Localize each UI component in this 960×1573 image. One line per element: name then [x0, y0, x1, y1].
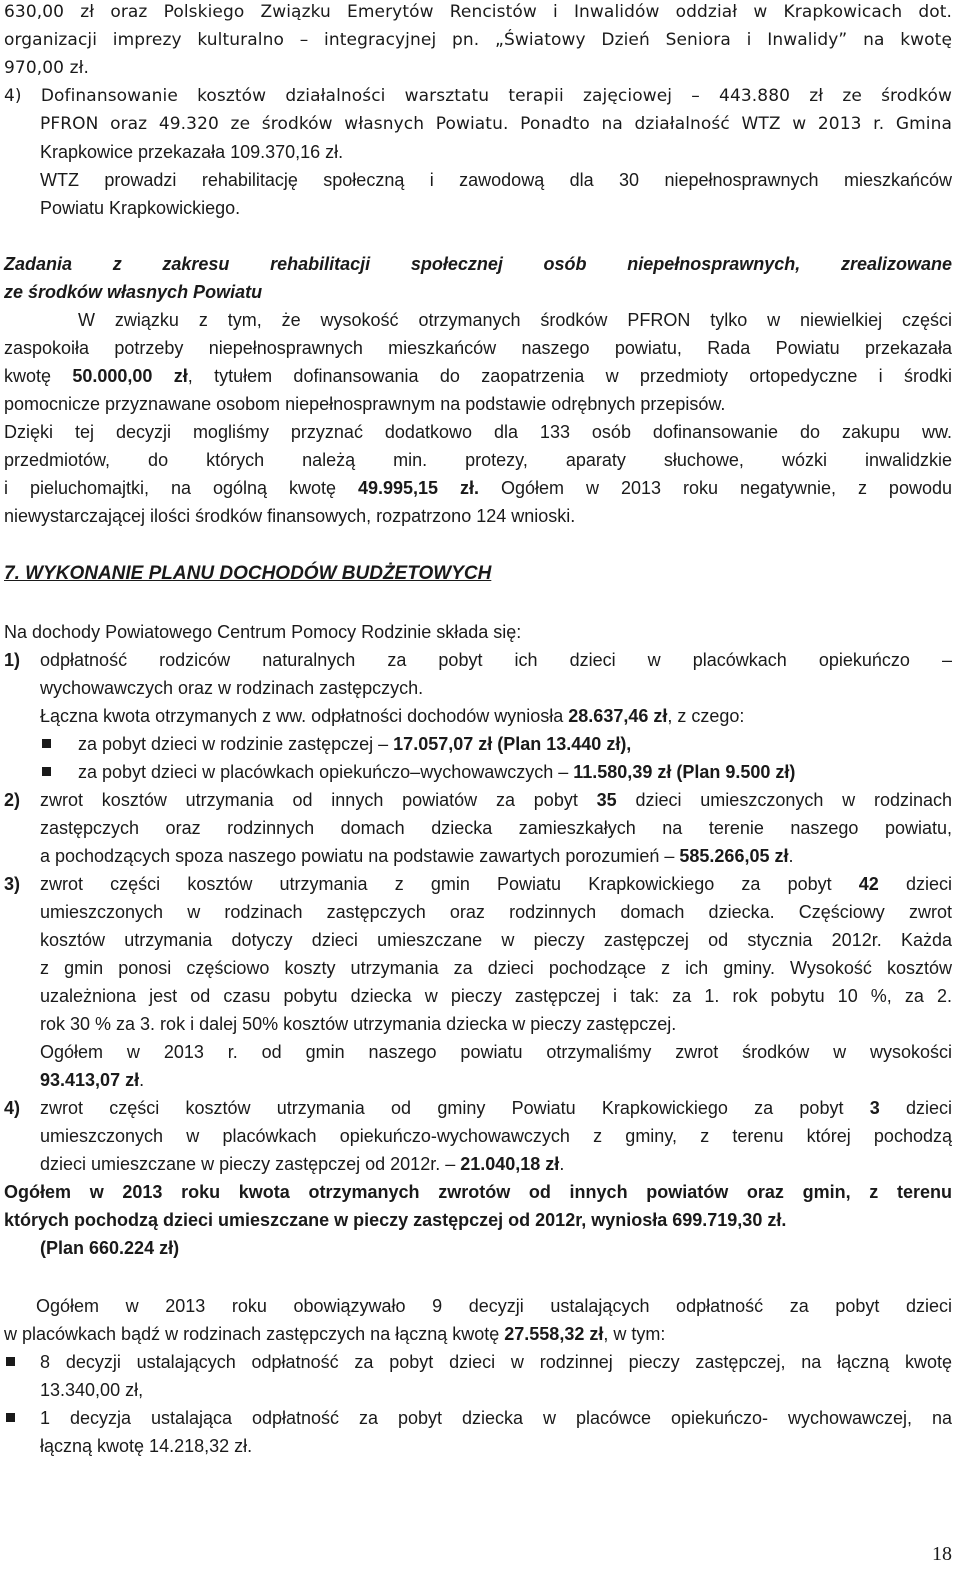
- text-span: a pochodzących spoza naszego powiatu na podstawie zawartych porozumień –: [40, 846, 680, 866]
- text-span: , z czego:: [667, 706, 745, 726]
- text-span: dzieci: [878, 874, 953, 894]
- text-line: uzależniona jest od czasu pobytu dziecka w pieczy zastępczej i tak: za 1. rok pobytu 10 %, za 2.: [40, 986, 952, 1006]
- text-span: zwrot kosztów utrzymania od innych powiatów za pobyt: [40, 790, 597, 810]
- text-line: 13.340,00 zł,: [40, 1380, 144, 1400]
- text-line: [40, 704, 744, 728]
- text-line: rok 30 % za 3. rok i dalej 50% kosztów utrzymania dziecka w pieczy zastępczej.: [40, 1014, 677, 1034]
- text-line: [4, 28, 952, 52]
- text-span: Ogółem w 2013 roku negatywnie, z powodu: [479, 478, 952, 498]
- amount-value: 11.580,39 zł (Plan 9.500 zł): [573, 762, 796, 782]
- count-value: 42: [858, 874, 879, 894]
- text-span: , tytułem dofinansowania do zaopatrzenia w przedmioty ortopedyczne i środki: [187, 366, 952, 386]
- text-span: za pobyt dzieci w placówkach opiekuńczo–wychowawczych –: [78, 762, 574, 782]
- summary-line: których pochodzą dzieci umieszczane w pieczy zastępczej od 2012r, wyniosła 699.719,30 zł.: [4, 1210, 787, 1230]
- section-subheading: Zadania z zakresu rehabilitacji społecznej osób niepełnosprawnych, zrealizowane: [4, 254, 952, 274]
- amount-value: 585.266,05 zł: [679, 846, 789, 866]
- text-line: kosztów utrzymania dotyczy dzieci umieszczane w pieczy zastępczej od stycznia 2012r. Każda: [40, 930, 952, 950]
- text-line: [40, 844, 794, 868]
- text-line: PFRON oraz 49.320 ze środków własnych Powiatu. Ponadto na działalność WTZ w 2013 r. Gmina: [40, 114, 952, 134]
- amount-value: 93.413,07 zł: [40, 1070, 140, 1090]
- text-span: zwrot części kosztów utrzymania z gmin Powiatu Krapkowickiego za pobyt: [40, 874, 859, 894]
- text-line: Na dochody Powiatowego Centrum Pomocy Rodzinie składa się:: [4, 622, 522, 642]
- text-line: [40, 1068, 144, 1092]
- text-line: [78, 760, 795, 784]
- text-line: [40, 788, 952, 812]
- text-line: W związku z tym, że wysokość otrzymanych środków PFRON tylko w niewielkiej części: [78, 310, 952, 330]
- amount-value: 17.057,07 zł (Plan 13.440 zł),: [393, 734, 632, 754]
- text-line: [4, 1322, 665, 1346]
- text-line: 4) Dofinansowanie kosztów działalności warsztatu terapii zajęciowej – 443.880 zł ze środków: [4, 86, 952, 106]
- square-bullet-icon: [42, 767, 51, 776]
- text-span: dzieci umieszczane w pieczy zastępczej od 2012r. –: [40, 1154, 461, 1174]
- text-span: w placówkach bądź w rodzinach zastępczych na łączną kwotę: [4, 1324, 505, 1344]
- summary-plan: (Plan 660.224 zł): [40, 1238, 180, 1258]
- text-line: z gmin ponosi częściowo koszty utrzymania za dzieci pochodzące z ich gminy. Wysokość kosztów: [40, 958, 952, 978]
- text-line: [4, 476, 952, 500]
- text-line: 630,00 zł oraz Polskiego Związku Emerytów Rencistów i Inwalidów oddział w Krapkowicach dot.: [4, 2, 952, 22]
- text-line: Ogółem w 2013 roku obowiązywało 9 decyzji ustalających odpłatność za pobyt dzieci: [36, 1296, 952, 1316]
- list-number: 3): [4, 874, 21, 894]
- summary-line: Ogółem w 2013 roku kwota otrzymanych zwrotów od innych powiatów oraz gmin, z terenu: [4, 1182, 952, 1202]
- text-span: organizacji imprezy kulturalno – integracyjnej pn. „Światowy Dzień Seniora i Inwalidy” na kwotę: [4, 30, 952, 50]
- text-line: Dzięki tej decyzji mogliśmy przyznać dodatkowo dla 133 osób dofinansowanie do zakupu ww.: [4, 422, 952, 442]
- section-heading: 7. WYKONANIE PLANU DOCHODÓW BUDŻETOWYCH: [4, 563, 492, 584]
- square-bullet-icon: [6, 1357, 15, 1366]
- text-span: .: [788, 846, 794, 866]
- text-line: [4, 364, 952, 388]
- text-line: niewystarczającej ilości środków finansowych, rozpatrzono 124 wnioski.: [4, 506, 576, 526]
- text-line: 970,00 zł.: [4, 58, 90, 78]
- text-line: umieszczonych w rodzinach zastępczych oraz rodzinnych domach dziecka. Częściowy zwrot: [40, 902, 952, 922]
- count-value: 3: [869, 1098, 880, 1118]
- section-subheading: ze środków własnych Powiatu: [4, 282, 263, 302]
- amount-value: 27.558,32 zł: [504, 1324, 604, 1344]
- text-line: zaspokoiła potrzeby niepełnosprawnych mieszkańców naszego powiatu, Rada Powiatu przekazała: [4, 338, 952, 358]
- square-bullet-icon: [42, 739, 51, 748]
- text-span: zwrot części kosztów utrzymania od gminy Powiatu Krapkowickiego za pobyt: [40, 1098, 870, 1118]
- text-line: Ogółem w 2013 r. od gmin naszego powiatu otrzymaliśmy zwrot środków w wysokości: [40, 1042, 952, 1062]
- text-line: przedmiotów, do których należą min. protezy, aparaty słuchowe, wózki inwalidzkie: [4, 450, 952, 470]
- count-value: 35: [596, 790, 617, 810]
- amount-value: 21.040,18 zł: [460, 1154, 560, 1174]
- text-line: łączną kwotę 14.218,32 zł.: [40, 1436, 253, 1456]
- square-bullet-icon: [6, 1413, 15, 1422]
- text-line: [40, 872, 952, 896]
- text-span: Łączna kwota otrzymanych z ww. odpłatności dochodów wyniosła: [40, 706, 569, 726]
- text-span: dzieci umieszczonych w rodzinach: [616, 790, 953, 810]
- text-line: Krapkowice przekazała 109.370,16 zł.: [40, 142, 344, 162]
- text-line: wychowawczych oraz w rodzinach zastępczych.: [40, 678, 424, 698]
- text-line: umieszczonych w placówkach opiekuńczo-wychowawczych z gminy, z terenu której pochodzą: [40, 1126, 952, 1146]
- amount-value: 49.995,15 zł.: [357, 478, 480, 498]
- text-span: .: [139, 1070, 145, 1090]
- text-line: 1 decyzja ustalająca odpłatność za pobyt dziecka w placówce opiekuńczo- wychowawczej, na: [40, 1408, 952, 1428]
- list-number: 2): [4, 790, 21, 810]
- page-number: 18: [932, 1543, 952, 1565]
- amount-value: 50.000,00 zł: [72, 366, 188, 386]
- text-span: , w tym:: [603, 1324, 666, 1344]
- text-line: [40, 1152, 564, 1176]
- amount-value: 28.637,46 zł: [568, 706, 668, 726]
- text-span: i pieluchomajtki, na ogólną kwotę: [4, 478, 358, 498]
- text-line: [78, 732, 631, 756]
- text-line: WTZ prowadzi rehabilitację społeczną i zawodową dla 30 niepełnosprawnych mieszkańców: [40, 170, 952, 190]
- text-line: pomocnicze przyznawane osobom niepełnosprawnym na podstawie odrębnych przepisów.: [4, 394, 726, 414]
- text-line: zastępczych oraz rodzinnych domach dziecka zamieszkałych na terenie naszego powiatu,: [40, 818, 952, 838]
- text-span: dzieci: [879, 1098, 952, 1118]
- text-span: za pobyt dzieci w rodzinie zastępczej –: [78, 734, 394, 754]
- text-span: .: [559, 1154, 565, 1174]
- text-line: odpłatność rodziców naturalnych za pobyt ich dzieci w placówkach opiekuńczo –: [40, 650, 952, 670]
- list-number: 4): [4, 1098, 21, 1118]
- text-span: kwotę: [4, 366, 73, 386]
- text-line: 8 decyzji ustalających odpłatność za pobyt dzieci w rodzinnej pieczy zastępczej, na łączną kwotę: [40, 1352, 952, 1372]
- list-number: 1): [4, 650, 21, 670]
- text-line: Powiatu Krapkowickiego.: [40, 198, 241, 218]
- text-line: [40, 1096, 952, 1120]
